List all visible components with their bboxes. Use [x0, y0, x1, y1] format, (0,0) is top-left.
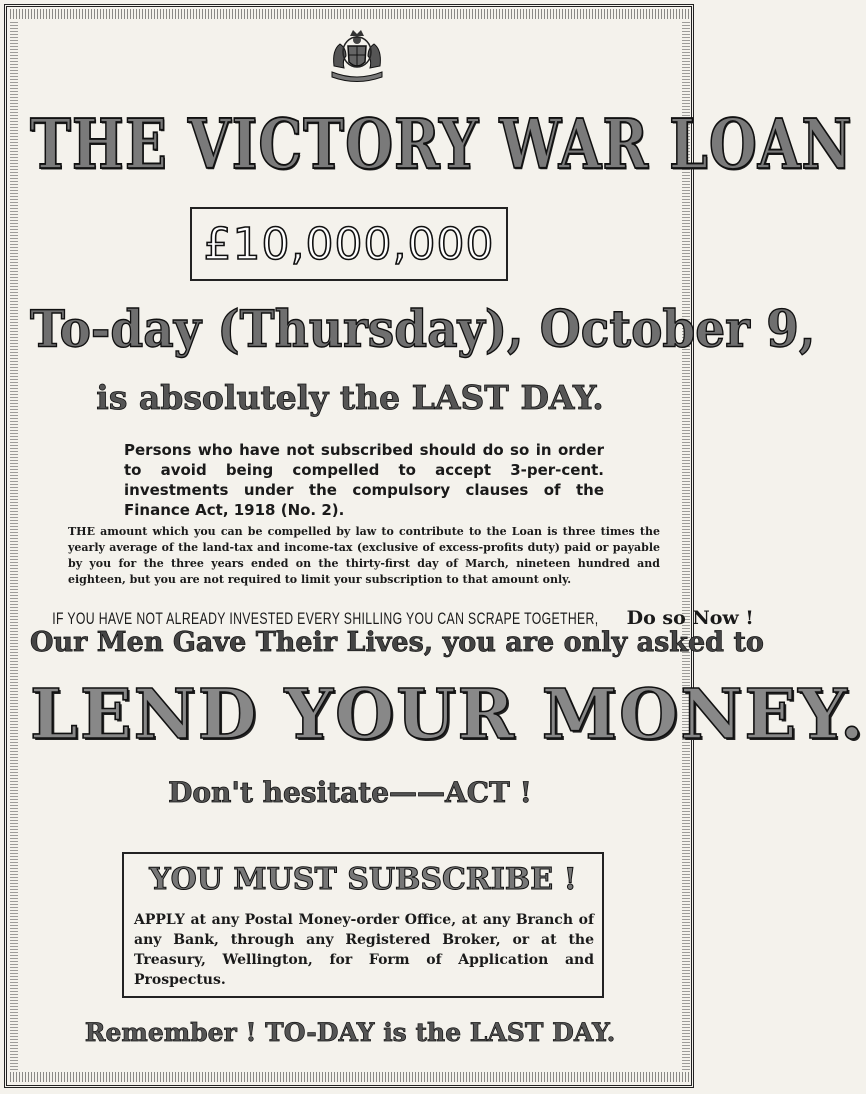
royal-coat-of-arms-icon [326, 26, 388, 88]
left-hatch-border [10, 22, 18, 1070]
poster-title: THE VICTORY WAR LOAN [30, 103, 853, 185]
must-subscribe-heading: YOU MUST SUBSCRIBE ! [149, 862, 577, 897]
our-men-line: Our Men Gave Their Lives, you are only asked to [30, 627, 764, 658]
must-subscribe-box [122, 852, 604, 998]
poster-content [30, 0, 866, 1094]
apply-instructions: APPLY at any Postal Money-order Office, at any Branch of any Bank, through any Registered Broker, or at the Treasury, Wellington, for Form of Application and Prospectus. [134, 912, 594, 988]
invest-line-text: IF YOU HAVE NOT ALREADY INVESTED EVERY SHILLING YOU CAN SCRAPE TOGETHER, [52, 609, 599, 628]
lend-your-money-heading: LEND YOUR MONEY. [30, 675, 866, 755]
subscription-notice: Persons who have not subscribed should do so in order to avoid being compelled to accept 3-per-cent. investments under the compulsory clauses of the Finance Act, 1918 (No. 2). [124, 441, 604, 519]
loan-amount-box [190, 207, 508, 281]
invest-line [30, 607, 754, 629]
last-day-line: is absolutely the LAST DAY. [96, 378, 604, 417]
compulsion-detail: THE amount which you can be compelled by law to contribute to the Loan is three times the yearly average of the land-tax and income-tax (exclusive of excess-profits duty) paid or payable by you for the three years ended on the thirty-first day of March, nineteen hundred and eighteen, but you are not required to limit your subscription to that amount only. [68, 525, 660, 586]
do-so-now: Do so Now ! [626, 607, 754, 629]
dont-hesitate-line: Don't hesitate——ACT ! [168, 776, 532, 809]
loan-amount: £10,000,000 [203, 218, 495, 270]
remember-line: Remember ! TO-DAY is the LAST DAY. [84, 1018, 616, 1047]
date-line: To-day (Thursday), October 9, [30, 300, 816, 360]
